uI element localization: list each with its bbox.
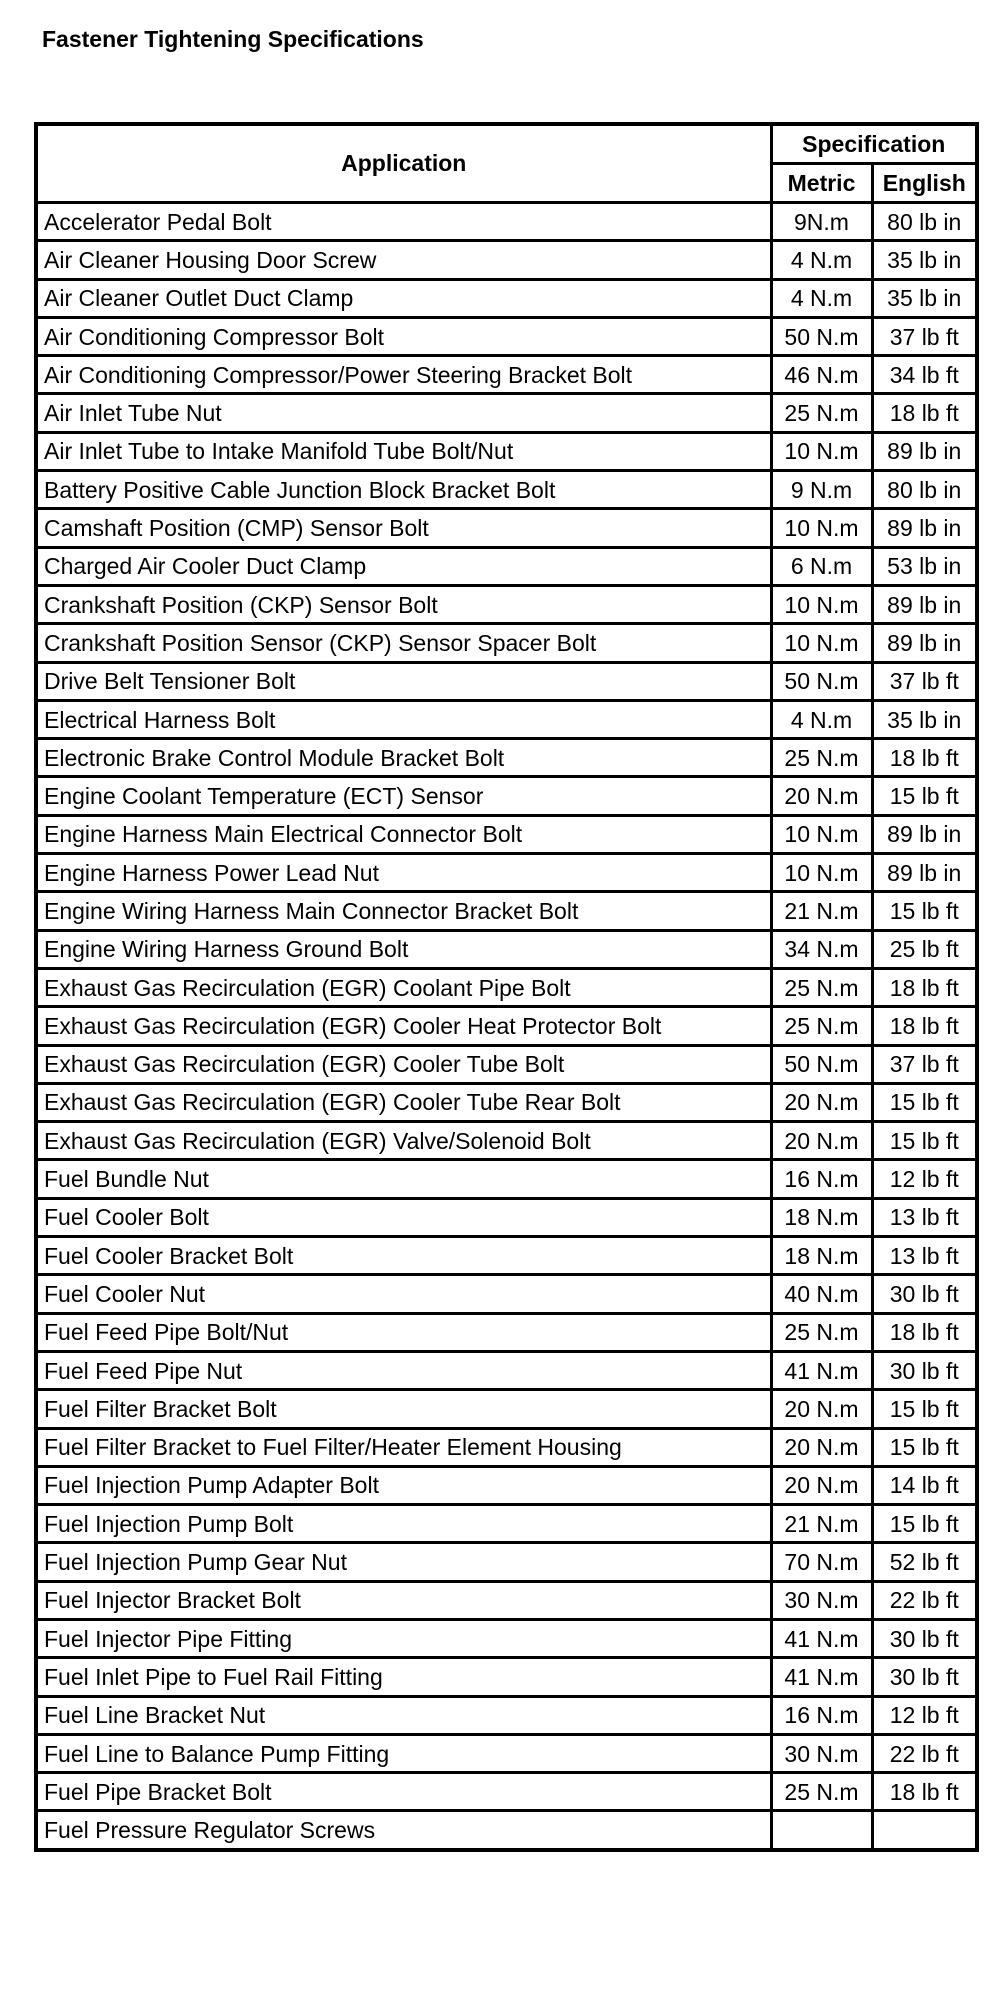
english-cell: 15 lb ft — [872, 1122, 977, 1160]
metric-cell: 16 N.m — [771, 1160, 872, 1198]
english-cell: 37 lb ft — [872, 317, 977, 355]
application-cell: Fuel Injection Pump Gear Nut — [36, 1543, 771, 1581]
application-cell: Air Conditioning Compressor Bolt — [36, 317, 771, 355]
metric-cell: 50 N.m — [771, 662, 872, 700]
metric-cell: 20 N.m — [771, 1466, 872, 1504]
table-row — [36, 1658, 977, 1696]
english-cell: 18 lb ft — [872, 394, 977, 432]
table-row — [36, 1275, 977, 1313]
table-header — [36, 124, 977, 203]
english-cell: 25 lb ft — [872, 930, 977, 968]
metric-cell: 41 N.m — [771, 1351, 872, 1389]
application-cell: Fuel Bundle Nut — [36, 1160, 771, 1198]
english-cell: 35 lb in — [872, 241, 977, 279]
application-cell: Fuel Filter Bracket Bolt — [36, 1390, 771, 1428]
metric-cell: 40 N.m — [771, 1275, 872, 1313]
application-cell: Fuel Pipe Bracket Bolt — [36, 1773, 771, 1811]
english-cell — [872, 1811, 977, 1850]
table-row — [36, 892, 977, 930]
table-row — [36, 777, 977, 815]
table-row — [36, 471, 977, 509]
application-cell: Fuel Cooler Bolt — [36, 1198, 771, 1236]
metric-cell: 10 N.m — [771, 815, 872, 853]
english-cell: 30 lb ft — [872, 1351, 977, 1389]
table-row — [36, 547, 977, 585]
metric-cell: 25 N.m — [771, 1007, 872, 1045]
metric-cell: 18 N.m — [771, 1198, 872, 1236]
table-row — [36, 432, 977, 470]
application-cell: Fuel Injection Pump Bolt — [36, 1505, 771, 1543]
table-row — [36, 317, 977, 355]
metric-cell: 25 N.m — [771, 1313, 872, 1351]
application-cell: Engine Harness Main Electrical Connector Bolt — [36, 815, 771, 853]
application-cell: Fuel Injector Bracket Bolt — [36, 1581, 771, 1619]
application-column-header: Application — [36, 124, 771, 203]
english-cell: 12 lb ft — [872, 1696, 977, 1734]
specifications-table — [34, 122, 979, 1852]
application-cell: Fuel Injector Pipe Fitting — [36, 1619, 771, 1657]
table-row — [36, 1696, 977, 1734]
application-cell: Fuel Inlet Pipe to Fuel Rail Fitting — [36, 1658, 771, 1696]
table-row — [36, 203, 977, 241]
application-cell: Air Inlet Tube Nut — [36, 394, 771, 432]
table-row — [36, 1543, 977, 1581]
english-cell: 89 lb in — [872, 585, 977, 623]
application-cell: Fuel Pressure Regulator Screws — [36, 1811, 771, 1850]
application-cell: Air Inlet Tube to Intake Manifold Tube Bolt/Nut — [36, 432, 771, 470]
metric-cell: 18 N.m — [771, 1237, 872, 1275]
english-cell: 37 lb ft — [872, 662, 977, 700]
metric-cell: 20 N.m — [771, 777, 872, 815]
metric-cell: 10 N.m — [771, 854, 872, 892]
table-body — [36, 203, 977, 1850]
table-row — [36, 1045, 977, 1083]
table-row — [36, 1160, 977, 1198]
metric-cell: 10 N.m — [771, 585, 872, 623]
table-row — [36, 662, 977, 700]
application-cell: Fuel Line to Balance Pump Fitting — [36, 1734, 771, 1772]
application-cell: Electronic Brake Control Module Bracket Bolt — [36, 739, 771, 777]
application-cell: Exhaust Gas Recirculation (EGR) Cooler Tube Rear Bolt — [36, 1083, 771, 1121]
english-cell: 14 lb ft — [872, 1466, 977, 1504]
application-cell: Engine Wiring Harness Main Connector Bracket Bolt — [36, 892, 771, 930]
metric-cell — [771, 1811, 872, 1850]
metric-cell: 21 N.m — [771, 1505, 872, 1543]
english-cell: 22 lb ft — [872, 1581, 977, 1619]
table-row — [36, 1619, 977, 1657]
english-cell: 30 lb ft — [872, 1275, 977, 1313]
english-cell: 89 lb in — [872, 624, 977, 662]
application-cell: Charged Air Cooler Duct Clamp — [36, 547, 771, 585]
metric-cell: 20 N.m — [771, 1122, 872, 1160]
application-cell: Engine Coolant Temperature (ECT) Sensor — [36, 777, 771, 815]
application-cell: Air Cleaner Outlet Duct Clamp — [36, 279, 771, 317]
metric-cell: 25 N.m — [771, 394, 872, 432]
application-cell: Battery Positive Cable Junction Block Bracket Bolt — [36, 471, 771, 509]
metric-cell: 34 N.m — [771, 930, 872, 968]
application-cell: Exhaust Gas Recirculation (EGR) Cooler Tube Bolt — [36, 1045, 771, 1083]
metric-cell: 9N.m — [771, 203, 872, 241]
metric-cell: 70 N.m — [771, 1543, 872, 1581]
table-row — [36, 1734, 977, 1772]
application-cell: Engine Wiring Harness Ground Bolt — [36, 930, 771, 968]
english-cell: 15 lb ft — [872, 1428, 977, 1466]
english-cell: 80 lb in — [872, 471, 977, 509]
table-row — [36, 1313, 977, 1351]
english-cell: 12 lb ft — [872, 1160, 977, 1198]
english-cell: 37 lb ft — [872, 1045, 977, 1083]
table-row — [36, 1581, 977, 1619]
application-cell: Crankshaft Position Sensor (CKP) Sensor Spacer Bolt — [36, 624, 771, 662]
metric-cell: 4 N.m — [771, 279, 872, 317]
english-cell: 22 lb ft — [872, 1734, 977, 1772]
application-cell: Electrical Harness Bolt — [36, 700, 771, 738]
application-cell: Crankshaft Position (CKP) Sensor Bolt — [36, 585, 771, 623]
english-column-header: English — [872, 164, 977, 203]
english-cell: 18 lb ft — [872, 1007, 977, 1045]
application-cell: Drive Belt Tensioner Bolt — [36, 662, 771, 700]
english-cell: 34 lb ft — [872, 356, 977, 394]
metric-cell: 50 N.m — [771, 1045, 872, 1083]
application-cell: Fuel Feed Pipe Bolt/Nut — [36, 1313, 771, 1351]
english-cell: 80 lb in — [872, 203, 977, 241]
english-cell: 15 lb ft — [872, 892, 977, 930]
table-row — [36, 739, 977, 777]
metric-cell: 25 N.m — [771, 739, 872, 777]
table-row — [36, 279, 977, 317]
english-cell: 15 lb ft — [872, 777, 977, 815]
english-cell: 35 lb in — [872, 700, 977, 738]
english-cell: 35 lb in — [872, 279, 977, 317]
english-cell: 89 lb in — [872, 854, 977, 892]
application-cell: Exhaust Gas Recirculation (EGR) Coolant Pipe Bolt — [36, 968, 771, 1006]
application-cell: Engine Harness Power Lead Nut — [36, 854, 771, 892]
table-row — [36, 509, 977, 547]
table-row — [36, 356, 977, 394]
table-row — [36, 1505, 977, 1543]
metric-cell: 10 N.m — [771, 624, 872, 662]
application-cell: Fuel Line Bracket Nut — [36, 1696, 771, 1734]
english-cell: 13 lb ft — [872, 1198, 977, 1236]
metric-cell: 21 N.m — [771, 892, 872, 930]
application-cell: Accelerator Pedal Bolt — [36, 203, 771, 241]
application-cell: Fuel Cooler Nut — [36, 1275, 771, 1313]
english-cell: 30 lb ft — [872, 1619, 977, 1657]
english-cell: 18 lb ft — [872, 1313, 977, 1351]
metric-cell: 46 N.m — [771, 356, 872, 394]
table-row — [36, 1083, 977, 1121]
application-cell: Air Cleaner Housing Door Screw — [36, 241, 771, 279]
english-cell: 89 lb in — [872, 432, 977, 470]
metric-cell: 16 N.m — [771, 1696, 872, 1734]
metric-cell: 20 N.m — [771, 1083, 872, 1121]
table-row — [36, 241, 977, 279]
application-cell: Air Conditioning Compressor/Power Steering Bracket Bolt — [36, 356, 771, 394]
application-cell: Fuel Injection Pump Adapter Bolt — [36, 1466, 771, 1504]
table-row — [36, 1237, 977, 1275]
table-row — [36, 815, 977, 853]
english-cell: 18 lb ft — [872, 1773, 977, 1811]
table-row — [36, 1466, 977, 1504]
metric-cell: 6 N.m — [771, 547, 872, 585]
table-row — [36, 1198, 977, 1236]
english-cell: 18 lb ft — [872, 739, 977, 777]
table-row — [36, 1351, 977, 1389]
application-cell: Exhaust Gas Recirculation (EGR) Cooler Heat Protector Bolt — [36, 1007, 771, 1045]
table-row — [36, 1811, 977, 1850]
metric-cell: 41 N.m — [771, 1619, 872, 1657]
metric-cell: 50 N.m — [771, 317, 872, 355]
english-cell: 53 lb in — [872, 547, 977, 585]
metric-cell: 20 N.m — [771, 1428, 872, 1466]
english-cell: 30 lb ft — [872, 1658, 977, 1696]
table-row — [36, 585, 977, 623]
metric-cell: 25 N.m — [771, 968, 872, 1006]
metric-cell: 9 N.m — [771, 471, 872, 509]
application-cell: Fuel Cooler Bracket Bolt — [36, 1237, 771, 1275]
metric-cell: 10 N.m — [771, 509, 872, 547]
metric-cell: 30 N.m — [771, 1734, 872, 1772]
specification-column-header: Specification — [771, 124, 977, 164]
metric-cell: 41 N.m — [771, 1658, 872, 1696]
english-cell: 15 lb ft — [872, 1083, 977, 1121]
english-cell: 89 lb in — [872, 509, 977, 547]
metric-cell: 25 N.m — [771, 1773, 872, 1811]
english-cell: 15 lb ft — [872, 1505, 977, 1543]
english-cell: 89 lb in — [872, 815, 977, 853]
metric-cell: 30 N.m — [771, 1581, 872, 1619]
metric-column-header: Metric — [771, 164, 872, 203]
metric-cell: 10 N.m — [771, 432, 872, 470]
page-title: Fastener Tightening Specifications — [42, 26, 424, 52]
application-cell: Fuel Feed Pipe Nut — [36, 1351, 771, 1389]
application-cell: Exhaust Gas Recirculation (EGR) Valve/Solenoid Bolt — [36, 1122, 771, 1160]
table-row — [36, 1428, 977, 1466]
table-row — [36, 930, 977, 968]
application-cell: Camshaft Position (CMP) Sensor Bolt — [36, 509, 771, 547]
english-cell: 15 lb ft — [872, 1390, 977, 1428]
table-row — [36, 1773, 977, 1811]
table-row — [36, 1007, 977, 1045]
metric-cell: 20 N.m — [771, 1390, 872, 1428]
table-row — [36, 968, 977, 1006]
table-row — [36, 1122, 977, 1160]
header-row-primary — [36, 124, 977, 164]
table-row — [36, 624, 977, 662]
table-row — [36, 1390, 977, 1428]
english-cell: 13 lb ft — [872, 1237, 977, 1275]
english-cell: 18 lb ft — [872, 968, 977, 1006]
english-cell: 52 lb ft — [872, 1543, 977, 1581]
application-cell: Fuel Filter Bracket to Fuel Filter/Heater Element Housing — [36, 1428, 771, 1466]
metric-cell: 4 N.m — [771, 700, 872, 738]
table-row — [36, 394, 977, 432]
table-row — [36, 700, 977, 738]
metric-cell: 4 N.m — [771, 241, 872, 279]
table-row — [36, 854, 977, 892]
